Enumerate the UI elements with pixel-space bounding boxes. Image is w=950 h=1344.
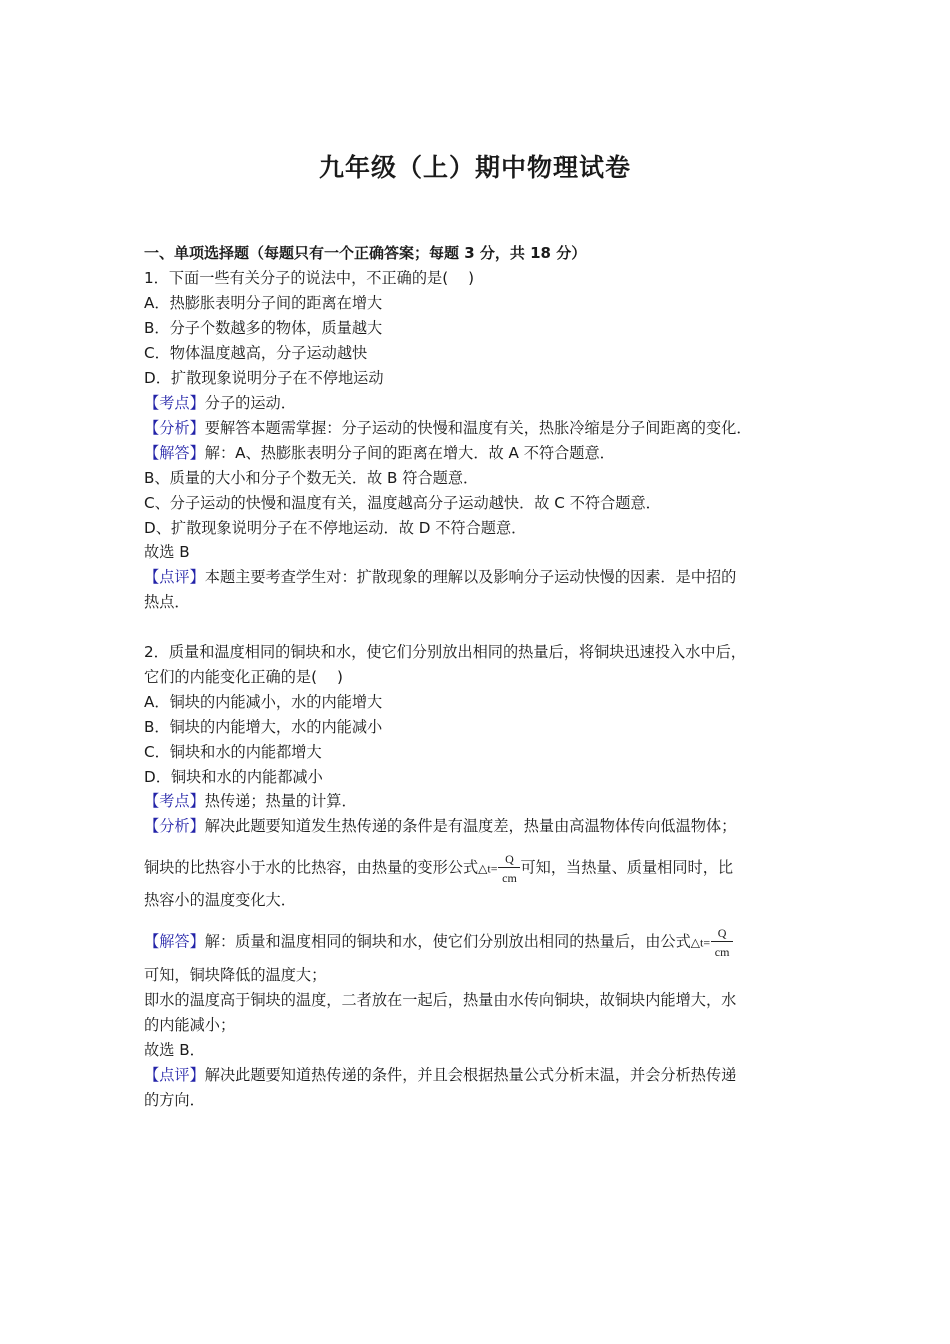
q1-stem: 1．下面一些有关分子的说法中，不正确的是( ) bbox=[144, 269, 475, 287]
q2-jieda-line: 的内能减小； bbox=[144, 1016, 236, 1034]
formula-lhs: △t= bbox=[478, 861, 498, 876]
formula-denominator: cm bbox=[502, 871, 517, 885]
q2-fenxi-tag: 【分析】 bbox=[144, 817, 205, 835]
q2-dianping-text: 解决此题要知道热传递的条件，并且会根据热量公式分析末温，并会分析热传递 bbox=[204, 1066, 737, 1084]
q1-kaodian bbox=[144, 393, 296, 413]
section-heading: 一、单项选择题（每题只有一个正确答案；每题 3 分，共 18 分） bbox=[144, 244, 587, 262]
q2-stem-cont: 它们的内能变化正确的是( ) bbox=[144, 668, 343, 686]
q1-jieda-tag: 【解答】 bbox=[144, 444, 205, 462]
q1-fenxi-text: 要解答本题需掌握：分子运动的快慢和温度有关，热胀冷缩是分子间距离的变化． bbox=[204, 419, 752, 437]
q2-fenxi-cont: 热容小的温度变化大． bbox=[144, 891, 296, 909]
formula-numerator: Q bbox=[717, 926, 727, 940]
q2-jieda-text: 解：质量和温度相同的铜块和水，使它们分别放出相同的热量后，由公式 bbox=[204, 932, 691, 951]
q2-dianping bbox=[144, 1065, 736, 1085]
q2-fenxi-text: 解决此题要知道发生热传递的条件是有温度差，热量由高温物体传向低温物体； bbox=[204, 817, 737, 835]
q2-jieda-line: 可知，铜块降低的温度大； bbox=[144, 966, 327, 984]
formula-fraction bbox=[711, 927, 733, 957]
q2-option-c: C．铜块和水的内能都增大 bbox=[144, 743, 322, 761]
q2-jieda bbox=[144, 927, 733, 957]
q1-fenxi bbox=[144, 418, 752, 438]
page-title: 九年级（上）期中物理试卷 bbox=[318, 153, 631, 182]
formula-lhs: △t= bbox=[690, 935, 711, 950]
formula-numerator: Q bbox=[505, 852, 514, 866]
q1-fenxi-tag: 【分析】 bbox=[144, 419, 205, 437]
q1-answer-line: C、分子运动的快慢和温度有关，温度越高分子运动越快．故 C 不符合题意． bbox=[144, 494, 661, 512]
q1-option-b: B．分子个数越多的物体，质量越大 bbox=[144, 319, 383, 337]
q1-jieda-text: 解：A、热膨胀表明分子间的距离在增大．故 A 不符合题意． bbox=[204, 444, 615, 462]
q1-kaodian-text: 分子的运动． bbox=[204, 394, 296, 412]
q1-option-d: D．扩散现象说明分子在不停地运动 bbox=[144, 369, 384, 387]
q1-dianping-text: 本题主要考查学生对：扩散现象的理解以及影响分子运动快慢的因素．是中招的 bbox=[204, 568, 737, 586]
q2-jieda-line: 即水的温度高于铜块的温度，二者放在一起后，热量由水传向铜块，故铜块内能增大，水 bbox=[144, 991, 737, 1009]
q1-option-a: A．热膨胀表明分子间的距离在增大 bbox=[144, 294, 383, 312]
q1-jieda bbox=[144, 443, 615, 463]
q2-kaodian-text: 热传递；热量的计算． bbox=[204, 792, 357, 810]
q2-stem: 2．质量和温度相同的铜块和水，使它们分别放出相同的热量后，将铜块迅速投入水中后， bbox=[144, 643, 746, 661]
q2-option-a: A．铜块的内能减小，水的内能增大 bbox=[144, 693, 383, 711]
q2-fenxi2-post: 可知，当热量、质量相同时，比 bbox=[520, 858, 734, 877]
q2-option-b: B．铜块的内能增大，水的内能减小 bbox=[144, 718, 383, 736]
q2-option-d: D．铜块和水的内能都减小 bbox=[144, 768, 323, 786]
q2-answer-choice: 故选 B． bbox=[144, 1041, 205, 1059]
q1-answer-line: B、质量的大小和分子个数无关．故 B 符合题意． bbox=[144, 469, 479, 487]
q1-answer-line: D、扩散现象说明分子在不停地运动．故 D 不符合题意． bbox=[144, 519, 527, 537]
q1-answer-choice: 故选 B bbox=[144, 543, 190, 561]
q2-fenxi2-pre: 铜块的比热容小于水的比热容，由热量的变形公式 bbox=[144, 858, 479, 877]
q1-dianping-cont: 热点． bbox=[144, 593, 190, 611]
q2-dianping-cont: 的方向． bbox=[144, 1091, 205, 1109]
q2-fenxi-formula-line bbox=[144, 853, 733, 883]
q1-option-c: C．物体温度越高，分子运动越快 bbox=[144, 344, 368, 362]
formula-fraction bbox=[498, 853, 520, 883]
formula-denominator: cm bbox=[714, 945, 730, 959]
q2-fenxi bbox=[144, 816, 736, 836]
q1-dianping bbox=[144, 567, 736, 587]
q1-kaodian-tag: 【考点】 bbox=[144, 394, 205, 412]
q2-kaodian-tag: 【考点】 bbox=[144, 792, 205, 810]
q2-kaodian bbox=[144, 791, 357, 811]
q1-dianping-tag: 【点评】 bbox=[144, 568, 205, 586]
q2-dianping-tag: 【点评】 bbox=[144, 1066, 205, 1084]
q2-jieda-tag: 【解答】 bbox=[144, 932, 205, 951]
